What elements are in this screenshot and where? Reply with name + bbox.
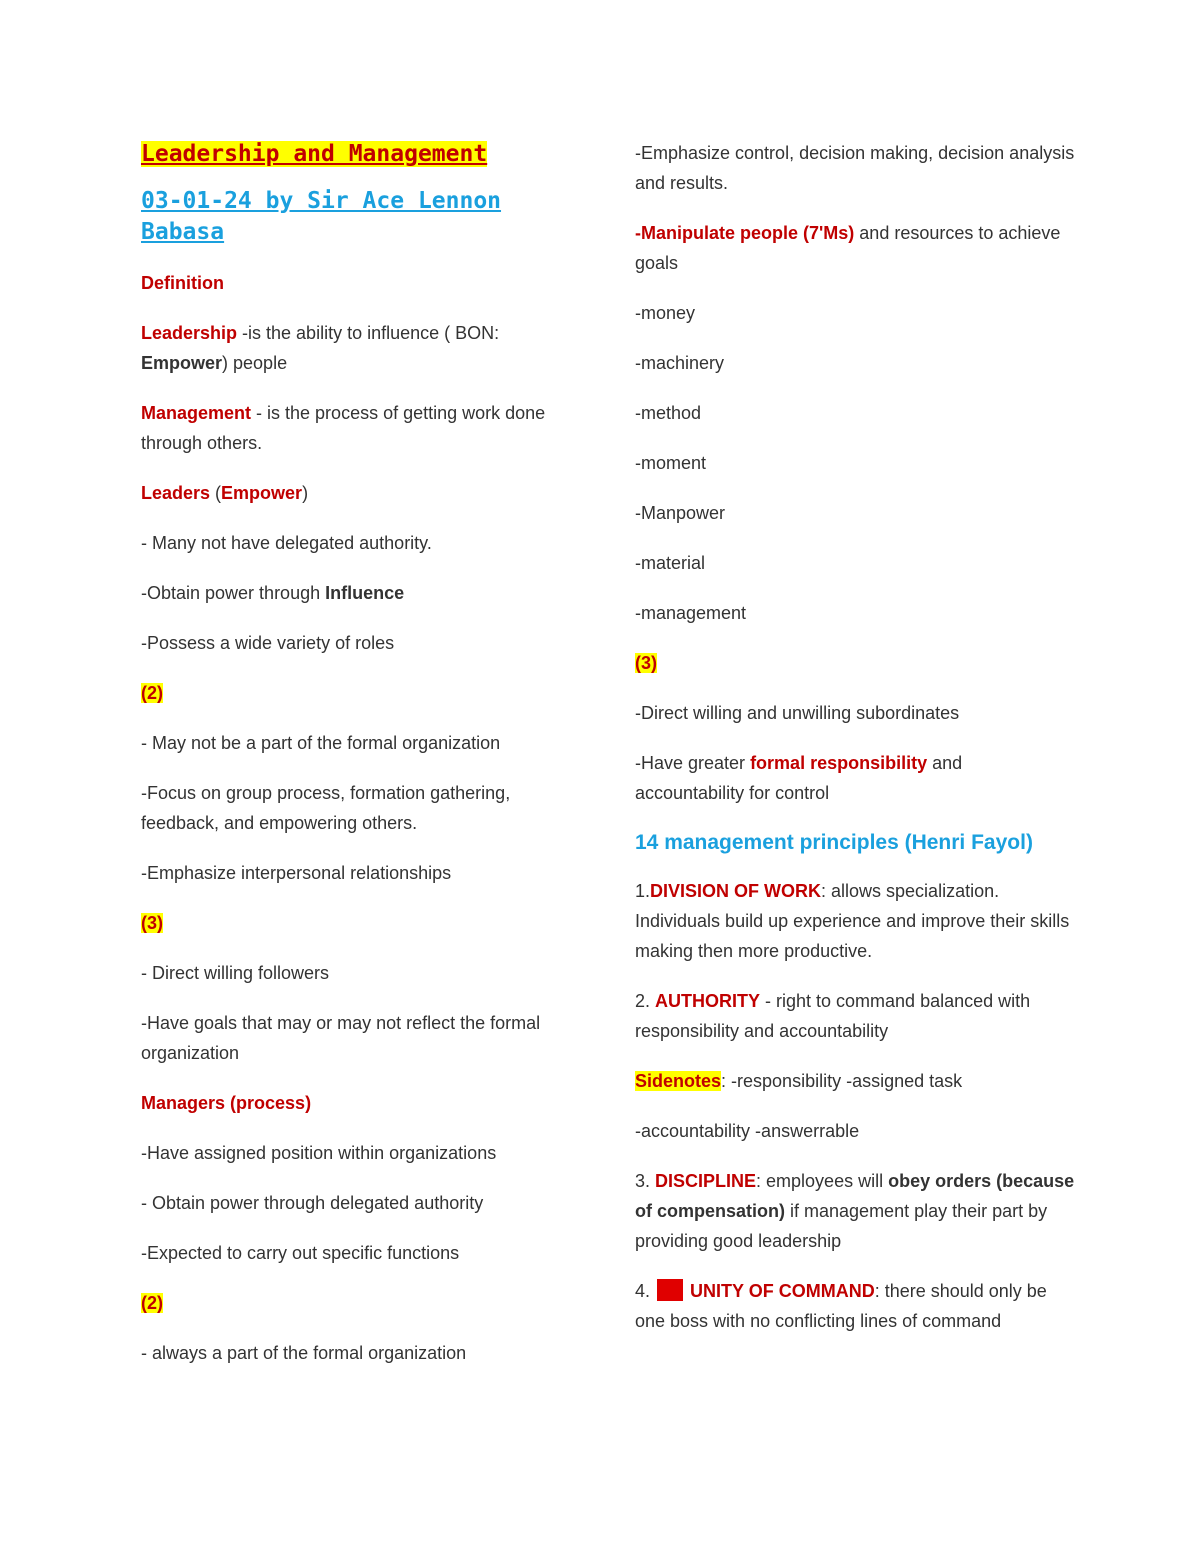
principle-item: 3. DISCIPLINE: employees will obey orders (because of compensation) if management play their part by providing good leadership [635,1171,1075,1251]
leaders-item: -Have goals that may or may not reflect the formal organization [141,1013,541,1063]
section-marker: (3) [635,653,657,673]
definition-heading: Definition [141,273,224,293]
managers-item: -Expected to carry out specific functions [141,1243,460,1263]
managers-item: -Have greater formal responsibility and accountability for control [635,753,963,803]
ms-item: -management [635,603,747,623]
managers-item: - Obtain power through delegated authority [141,1193,484,1213]
section-marker: (2) [141,683,163,703]
leaders-heading: Leaders (Empower) [141,483,309,503]
ms-item: -method [635,403,702,423]
left-column [141,138,571,1388]
right-column [635,138,1075,1356]
section-marker: (2) [141,1293,163,1313]
managers-heading: Managers (process) [141,1093,312,1113]
sidenotes: Sidenotes: -responsibility -assigned task [635,1071,963,1091]
leaders-item: -Emphasize interpersonal relationships [141,863,452,883]
management-definition: Management - is the process of getting work done through others. [141,403,546,453]
leaders-item: - May not be a part of the formal organization [141,733,501,753]
principle-item: 4. UNITY OF COMMAND: there should only be one boss with no conflicting lines of command [635,1281,1047,1331]
section-marker: (3) [141,913,163,933]
leaders-item: -Possess a wide variety of roles [141,633,395,653]
document-subtitle: 03-01-24 by Sir Ace Lennon Babasa [141,188,502,245]
principles-heading: 14 management principles (Henri Fayol) [635,831,1033,854]
ms-item: -machinery [635,353,725,373]
red-highlight-mark [657,1279,683,1301]
ms-item: -Manpower [635,503,726,523]
ms-item: -material [635,553,706,573]
document-title: Leadership and Management [141,141,488,167]
ms-item: -moment [635,453,707,473]
leaders-item: - Many not have delegated authority. [141,533,432,553]
manipulate-people: -Manipulate people (7'Ms) and resources to achieve goals [635,223,1061,273]
sidenotes-continued: -accountability -answerrable [635,1121,860,1141]
leaders-item: -Obtain power through Influence [141,583,405,603]
principle-item: 2. AUTHORITY - right to command balanced with responsibility and accountability [635,991,1031,1041]
managers-item: -Emphasize control, decision making, decision analysis and results. [635,143,1075,193]
ms-item: -money [635,303,696,323]
managers-item: - always a part of the formal organization [141,1343,467,1363]
leadership-definition: Leadership -is the ability to influence ( BON: Empower) people [141,323,500,373]
managers-item: -Direct willing and unwilling subordinates [635,703,960,723]
leaders-item: - Direct willing followers [141,963,330,983]
managers-item: -Have assigned position within organizations [141,1143,497,1163]
leaders-item: -Focus on group process, formation gathering, feedback, and empowering others. [141,783,511,833]
principle-item: 1.DIVISION OF WORK: allows specialization. Individuals build up experience and improve their skills making then more productive. [635,881,1070,961]
